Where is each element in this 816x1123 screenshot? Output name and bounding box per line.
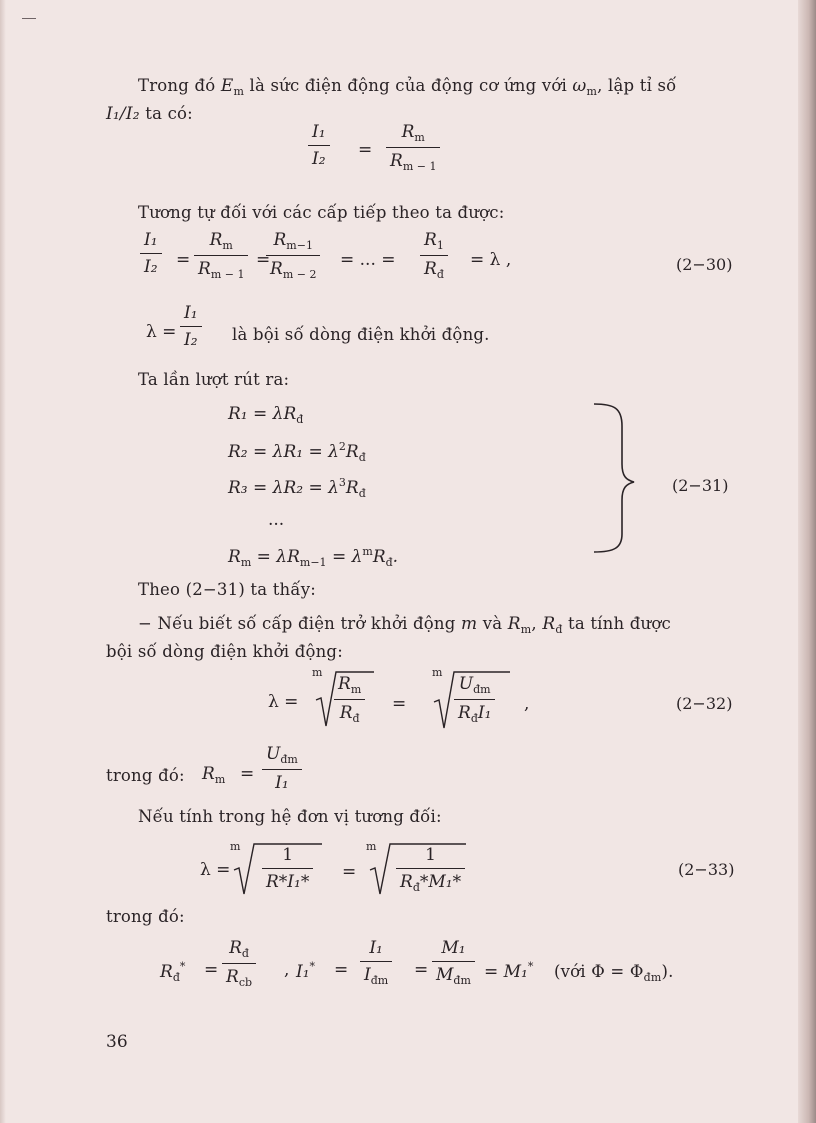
frac-num	[454, 674, 495, 699]
eq233-frac-2	[396, 845, 465, 894]
frac-den-sub: cb	[238, 976, 253, 989]
where1-lhs-symbol: R	[202, 764, 215, 784]
bullet-text-c: ta tính được	[568, 614, 671, 633]
frac-den	[222, 964, 256, 989]
where2-lhs1-sup: *	[179, 960, 186, 973]
page-number: 36	[106, 1032, 128, 1052]
frac-num-symbol: R	[401, 122, 415, 142]
where2-frac-3	[432, 938, 475, 987]
frac-den-symbol: R	[226, 967, 239, 987]
frac-den-symbol: M	[436, 965, 454, 985]
eq-ratio-equals: =	[358, 140, 373, 160]
eq231-line-1	[228, 404, 303, 426]
where2-lhs1-sub: đ	[172, 971, 180, 984]
where1-text: trong đó:	[106, 766, 185, 785]
frac-num-sub: đ	[241, 947, 249, 960]
eq230-tail: = λ ,	[470, 250, 512, 270]
eq232-comma: ,	[524, 694, 530, 714]
bullet-comma: ,	[531, 614, 537, 633]
frac-den-sub: m − 2	[282, 268, 317, 281]
eq-label-2-31: (2−31)	[672, 476, 729, 495]
var-omega	[572, 76, 597, 96]
eq233-root-index-1: m	[230, 840, 241, 853]
intro-text-b: là sức điện động của động cơ ứng với	[249, 76, 567, 95]
frac-den: I₂	[184, 330, 198, 350]
eq231-line-1-sub: đ	[296, 413, 304, 426]
var-E	[221, 76, 244, 96]
frac-num-sub: đm	[280, 753, 298, 766]
eq233-lhs: λ =	[200, 860, 231, 880]
frac-den-symbol: I	[364, 965, 371, 985]
frac-num	[222, 938, 256, 963]
frac-den-symbol: R	[339, 703, 353, 723]
bullet-var-Rd-sub: đ	[555, 623, 563, 636]
bullet-var-Rd-symbol: R	[542, 614, 556, 634]
frac-num-sub: đm	[473, 683, 491, 696]
frac-num-symbol: R	[424, 230, 437, 250]
lambda-text: là bội số dòng điện khởi động.	[232, 325, 490, 344]
eq-label-2-33: (2−33)	[678, 860, 735, 879]
frac-num	[194, 230, 248, 255]
frac-num-sub: m	[414, 131, 425, 144]
bullet-var-Rm-sub: m	[520, 623, 532, 636]
eq231-line-2-text: R₂ = λR₁ = λ	[228, 442, 339, 462]
frac-den: I₂	[312, 149, 326, 169]
where2-tail-sup: *	[527, 960, 534, 973]
eq-label-2-30: (2−30)	[676, 255, 733, 274]
eq233-equals: =	[342, 862, 357, 882]
eq231-line-4-dot: .	[392, 547, 399, 567]
text-similar: Tương tự đối với các cấp tiếp theo ta được:	[138, 203, 505, 222]
where1-frac	[262, 744, 302, 793]
eq231-line-4-text: R	[228, 547, 241, 567]
where2-note-text: (với Φ = Φ	[554, 962, 644, 981]
frac-den-symbol: R	[270, 259, 283, 279]
eq231-line-2-end: R	[345, 442, 359, 462]
frac-den-symbol: R	[400, 872, 413, 892]
bullet-text-va: và	[482, 614, 503, 633]
where1-lhs-sub: m	[214, 773, 226, 786]
eq-label-2-32: (2−32)	[676, 694, 733, 713]
frac-num-symbol: R	[273, 230, 287, 250]
eq-ratio-frac-2	[386, 122, 440, 173]
frac-num-symbol: U	[266, 744, 281, 764]
eq230-equals-1: =	[176, 250, 191, 270]
where1-equals: =	[240, 764, 255, 784]
eq231-line-4	[228, 545, 398, 569]
bullet-var-Rm	[508, 614, 532, 634]
frac-den-symbol: R	[198, 259, 211, 279]
frac-num	[420, 230, 448, 255]
where2-note	[554, 962, 674, 984]
eq232-root-index-1: m	[312, 666, 323, 679]
eq-ratio-frac-1	[308, 122, 330, 169]
frac-den-sub: đm	[453, 974, 471, 987]
var-omega-sub: m	[586, 85, 598, 98]
frac-num-symbol: U	[458, 674, 474, 694]
eq231-line-2	[228, 440, 366, 464]
frac-num-sub: m	[350, 683, 362, 696]
intro-line-1	[138, 76, 676, 98]
where2-comma: ,	[284, 960, 290, 980]
where2-lhs2-sup: *	[309, 960, 316, 973]
eq233-root-index-2: m	[366, 840, 377, 853]
where2-lhs1-symbol: R	[160, 962, 173, 982]
frac-den: I₂	[144, 257, 158, 277]
where1-lhs	[202, 764, 225, 786]
intro-line-2	[106, 104, 193, 124]
eq231-line-3-sup: 3	[338, 476, 346, 489]
frac-num: I₁	[144, 230, 158, 250]
frac-den	[454, 700, 495, 725]
bullet-var-Rd	[542, 614, 562, 634]
frac-num: I₁	[184, 303, 198, 323]
frac-den-sub: đ	[436, 268, 444, 281]
intro-text-a: Trong đó	[138, 76, 216, 95]
eq231-line-3-text: R₃ = λR₂ = λ	[228, 478, 339, 498]
eq232-root-index-2: m	[432, 666, 443, 679]
frac-num-sub: 1	[436, 239, 444, 252]
frac-num: 1	[282, 845, 294, 865]
bullet-line-2: bội số dòng điện khởi động:	[106, 642, 343, 661]
eq231-line-4-eq: = λ	[326, 547, 363, 567]
bullet-var-Rm-symbol: R	[507, 614, 521, 634]
frac-den-sub: đm	[370, 974, 389, 987]
var-E-sub: m	[233, 85, 245, 98]
where2-lhs1	[160, 960, 185, 984]
frac-num: I₁	[312, 122, 326, 142]
where2-lhs2-symbol: I₁	[296, 962, 310, 982]
frac-num-sub: m−1	[286, 239, 313, 252]
eq232-lhs: λ =	[268, 692, 299, 712]
frac-num	[334, 674, 365, 699]
text-relative: Nếu tính trong hệ đơn vị tương đối:	[138, 807, 442, 826]
page-gutter-left	[0, 0, 6, 1123]
eq230-frac-3	[266, 230, 320, 281]
eq231-dots: ...	[268, 510, 285, 530]
page-edge-right	[798, 0, 816, 1123]
where2-frac-2	[360, 938, 392, 987]
eq231-line-2-sup: 2	[338, 440, 346, 453]
where2-equals-2: =	[334, 960, 349, 980]
frac-den	[396, 869, 465, 894]
frac-den-sub: đ	[412, 881, 420, 894]
frac-num-sub: m	[222, 239, 233, 252]
ratio-I1-I2: I₁/I₂	[106, 104, 140, 124]
eq231-line-3-sub: đ	[358, 487, 366, 500]
eq230-frac-4	[420, 230, 448, 281]
frac-den-tail: *M₁*	[419, 872, 462, 892]
eq231-line-3	[228, 476, 366, 500]
var-E-symbol: E	[220, 76, 234, 96]
eq231-line-4-end: R	[372, 547, 386, 567]
frac-num	[262, 744, 302, 769]
eq231-line-1-text: R₁ = λR	[228, 404, 297, 424]
frac-num: I₁	[369, 938, 383, 958]
frac-den	[194, 256, 248, 281]
frac-num: M₁	[441, 938, 466, 958]
frac-den-symbol: R	[390, 151, 403, 171]
eq231-line-4-mid: = λR	[251, 547, 300, 567]
frac-den-tail: I₁	[477, 703, 492, 723]
eq232-frac-2	[454, 674, 495, 725]
frac-den: I₁	[275, 773, 289, 793]
intro-text-c: , lập tỉ số	[597, 76, 677, 95]
eq231-line-4-sub: m	[240, 556, 252, 569]
bullet-line-1	[138, 614, 671, 636]
var-omega-symbol: ω	[572, 76, 587, 96]
frac-den-sub: đ	[352, 712, 360, 725]
frac-num	[266, 230, 320, 255]
right-brace-icon	[592, 402, 636, 554]
bullet-var-m: m	[460, 614, 478, 634]
where2-lhs2	[296, 960, 315, 982]
where2-note-end: ).	[661, 962, 674, 981]
eq230-equals-2: =	[256, 250, 271, 270]
eq231-line-4-mid-sub: m−1	[299, 556, 327, 569]
eq231-line-2-sub: đ	[358, 451, 366, 464]
text-derive: Ta lần lượt rút ra:	[138, 370, 290, 389]
eq230-frac-1	[140, 230, 162, 277]
eq230-dots: = ... =	[340, 250, 396, 270]
frac-num: 1	[425, 845, 436, 865]
eq232-equals: =	[392, 694, 407, 714]
frac-den-sub: m − 1	[402, 160, 437, 173]
where2-text: trong đó:	[106, 907, 185, 926]
frac-den	[432, 962, 475, 987]
lambda-lhs: λ =	[146, 322, 177, 342]
eq232-frac-1	[334, 674, 365, 725]
frac-num	[386, 122, 440, 147]
lambda-frac	[180, 303, 202, 350]
frac-den	[420, 256, 448, 281]
frac-den	[266, 256, 320, 281]
eq231-line-4-end-sub: đ	[385, 556, 393, 569]
frac-num-symbol: R	[209, 230, 223, 250]
bullet-text-a: − Nếu biết số cấp điện trở khởi động	[138, 614, 456, 633]
eq231-line-4-sup: m	[362, 545, 373, 558]
where2-equals-1: =	[204, 960, 219, 980]
corner-mark	[22, 18, 36, 19]
frac-den: R*I₁*	[266, 872, 310, 892]
eq233-frac-1	[262, 845, 313, 892]
where2-tail-text: = M₁	[484, 962, 528, 982]
frac-den-sub: m − 1	[210, 268, 245, 281]
text-theo: Theo (2−31) ta thấy:	[138, 580, 316, 599]
eq230-frac-2	[194, 230, 248, 281]
frac-den-sub: đ	[470, 712, 478, 725]
where2-equals-3: =	[414, 960, 429, 980]
where2-note-sub: đm	[643, 971, 662, 984]
where2-tail	[484, 960, 533, 982]
intro-text-ta-co: ta có:	[145, 104, 193, 123]
frac-den	[386, 148, 440, 173]
frac-num-symbol: R	[338, 674, 351, 694]
frac-den-symbol: R	[424, 259, 437, 279]
eq231-line-3-end: R	[345, 478, 359, 498]
frac-den	[334, 700, 365, 725]
frac-den	[360, 962, 392, 987]
frac-num-symbol: R	[229, 938, 242, 958]
frac-den-symbol: R	[458, 703, 471, 723]
where2-frac-1	[222, 938, 256, 989]
